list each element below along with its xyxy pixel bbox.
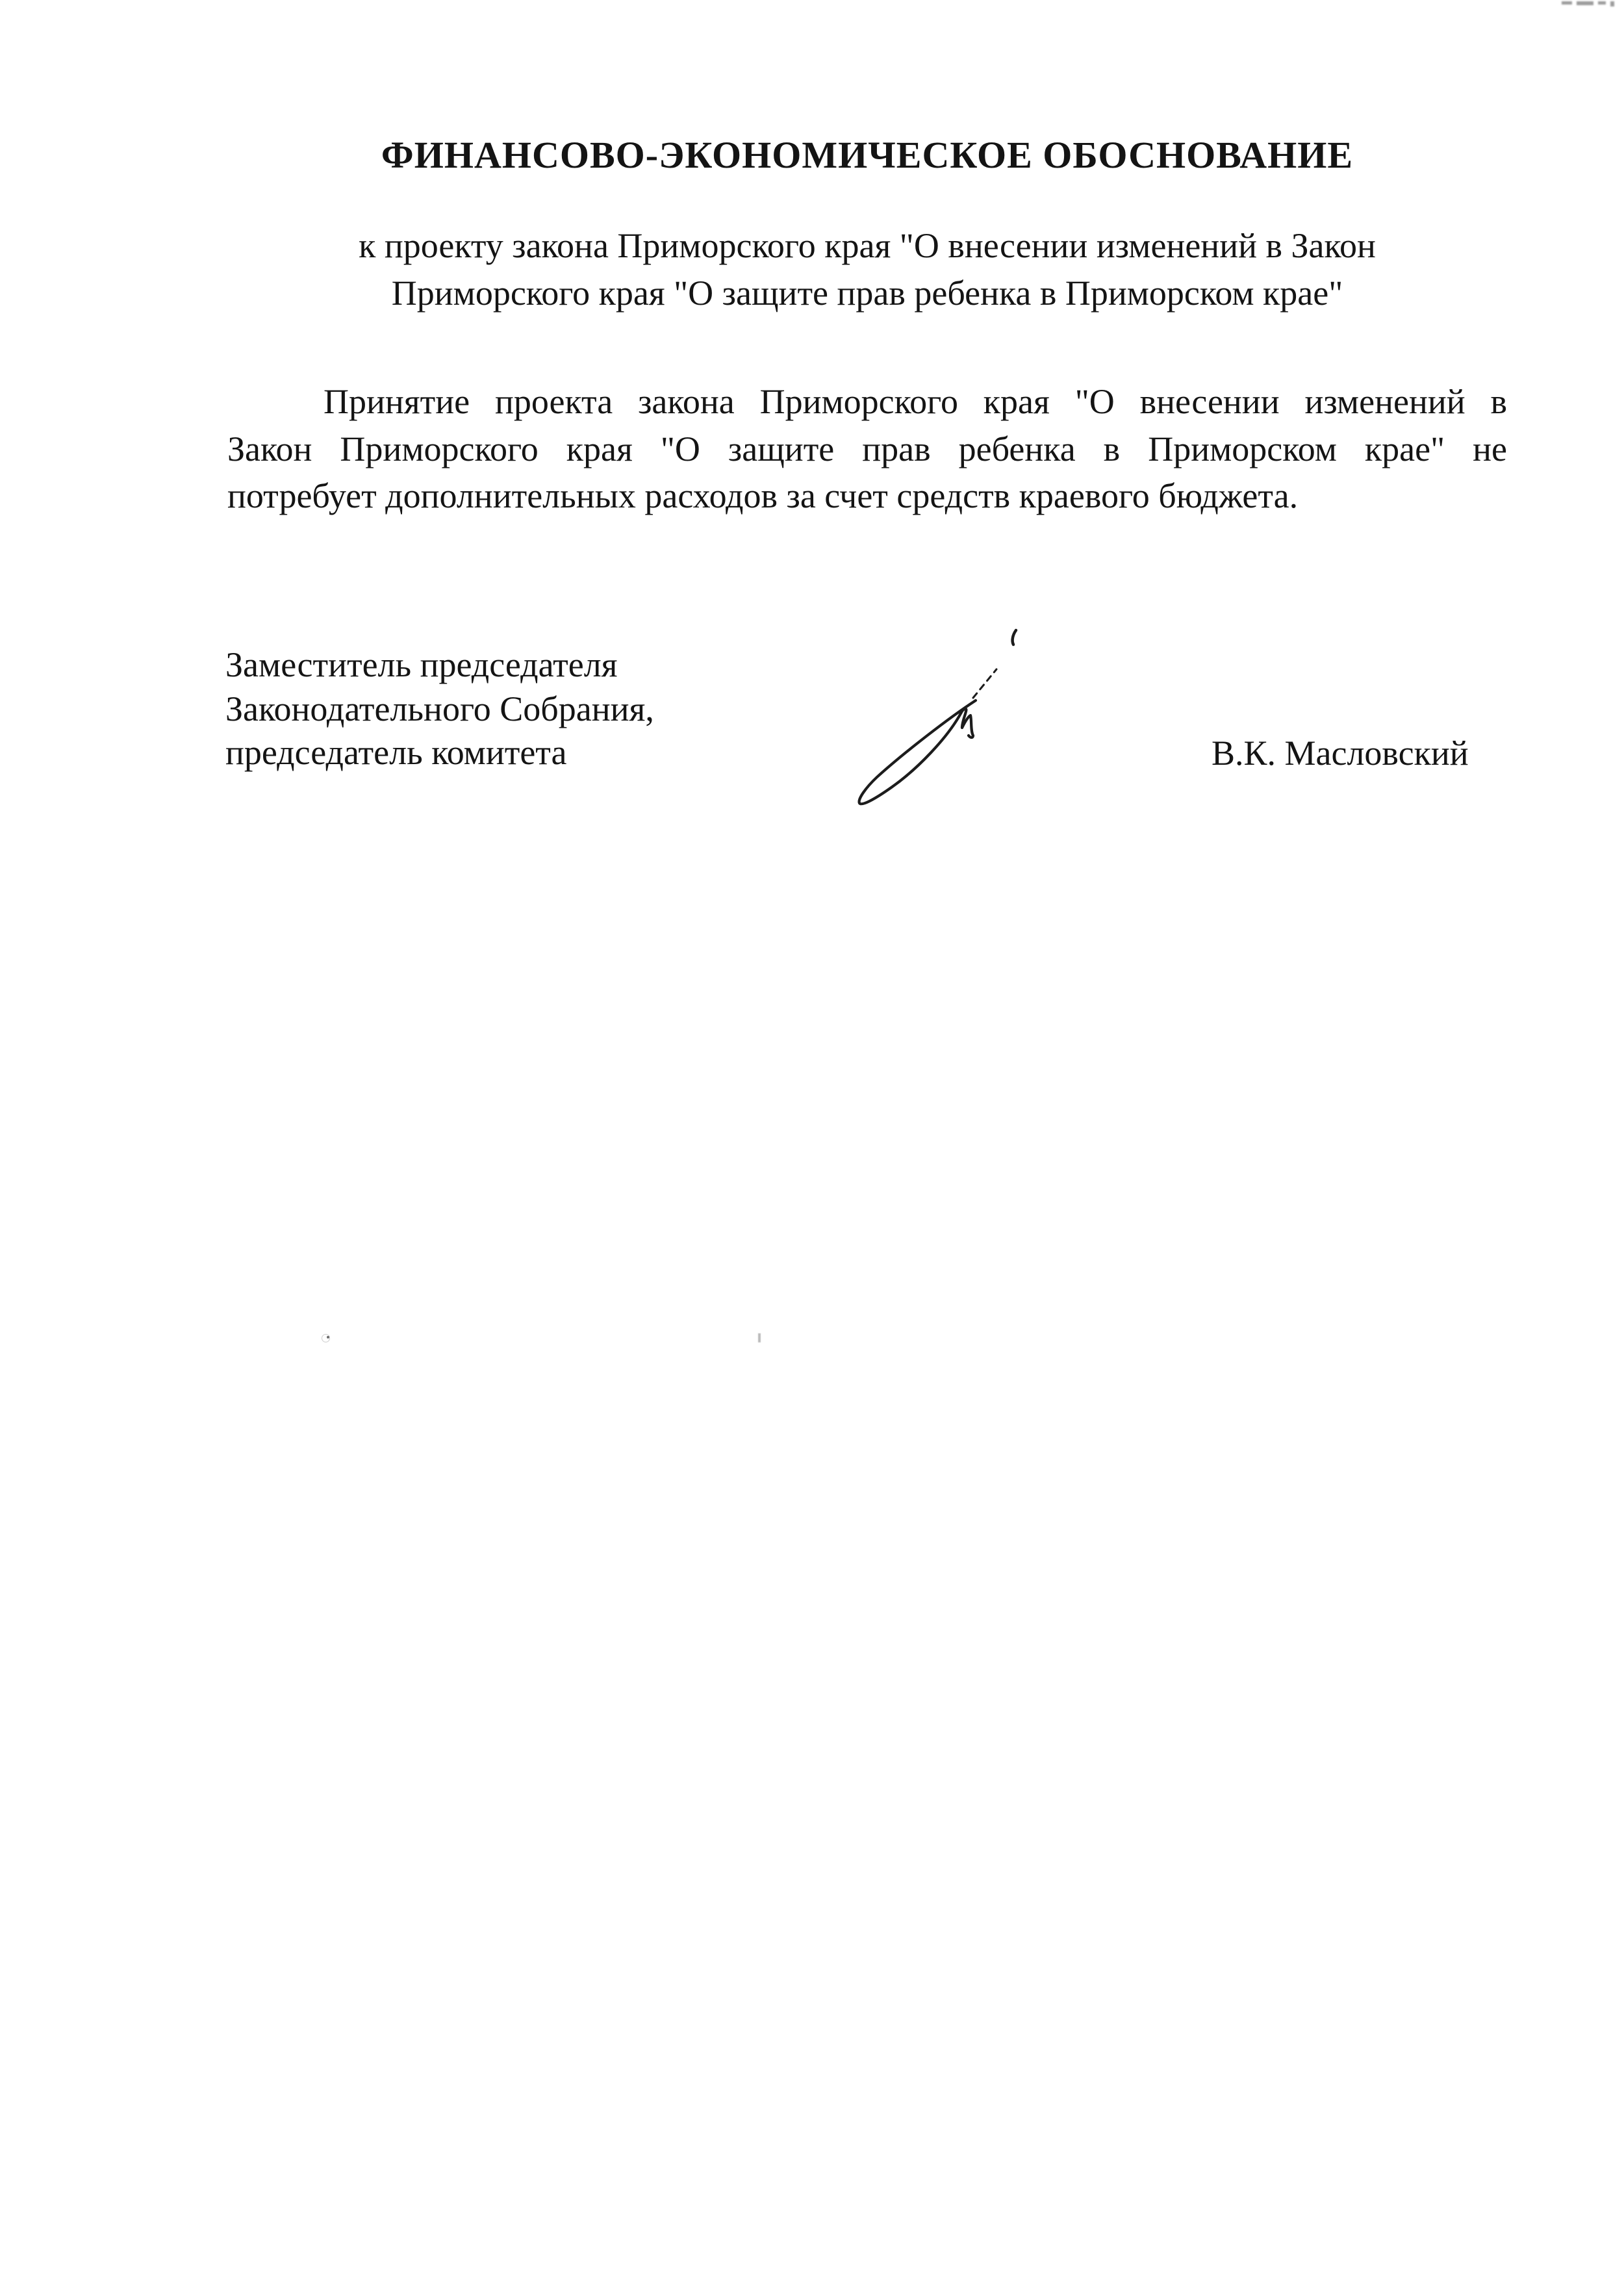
smudge-fragment [1577, 1, 1593, 5]
document-subtitle [227, 222, 1507, 317]
scan-speck-right [758, 1333, 761, 1342]
body-line: Принятие проекта закона Приморского края "О внесении изменений в [324, 382, 1507, 421]
body-paragraph [227, 378, 1507, 520]
handwritten-signature [831, 614, 1039, 822]
signer-position-line: Заместитель председателя [225, 645, 618, 684]
scan-speck-dot [327, 1336, 329, 1339]
signer-name: В.К. Масловский [1212, 734, 1469, 773]
smudge-fragment [1610, 1, 1614, 6]
body-line: Закон Приморского края "О защите прав ребенка в Приморском крае" не [227, 429, 1507, 468]
subtitle-line: к проекту закона Приморского края "О внесении изменений в Закон [359, 226, 1376, 265]
signature-trail-stroke [973, 669, 996, 698]
signer-position-line: Законодательного Собрания, [225, 689, 654, 728]
smudge-fragment [1598, 1, 1606, 5]
scan-smudge-top-right [1562, 0, 1624, 9]
smudge-fragment [1562, 1, 1572, 5]
signer-position-line: председатель комитета [225, 733, 567, 772]
signature-tick-stroke [1013, 630, 1016, 645]
document-title: ФИНАНСОВО-ЭКОНОМИЧЕСКОЕ ОБОСНОВАНИЕ [381, 134, 1354, 176]
subtitle-line: Приморского края "О защите прав ребенка в Приморском крае" [391, 274, 1343, 313]
body-line: потребует дополнительных расходов за счет средств краевого бюджета. [227, 476, 1299, 515]
signature-stroke [859, 700, 976, 804]
scan-speck-left [322, 1334, 330, 1342]
